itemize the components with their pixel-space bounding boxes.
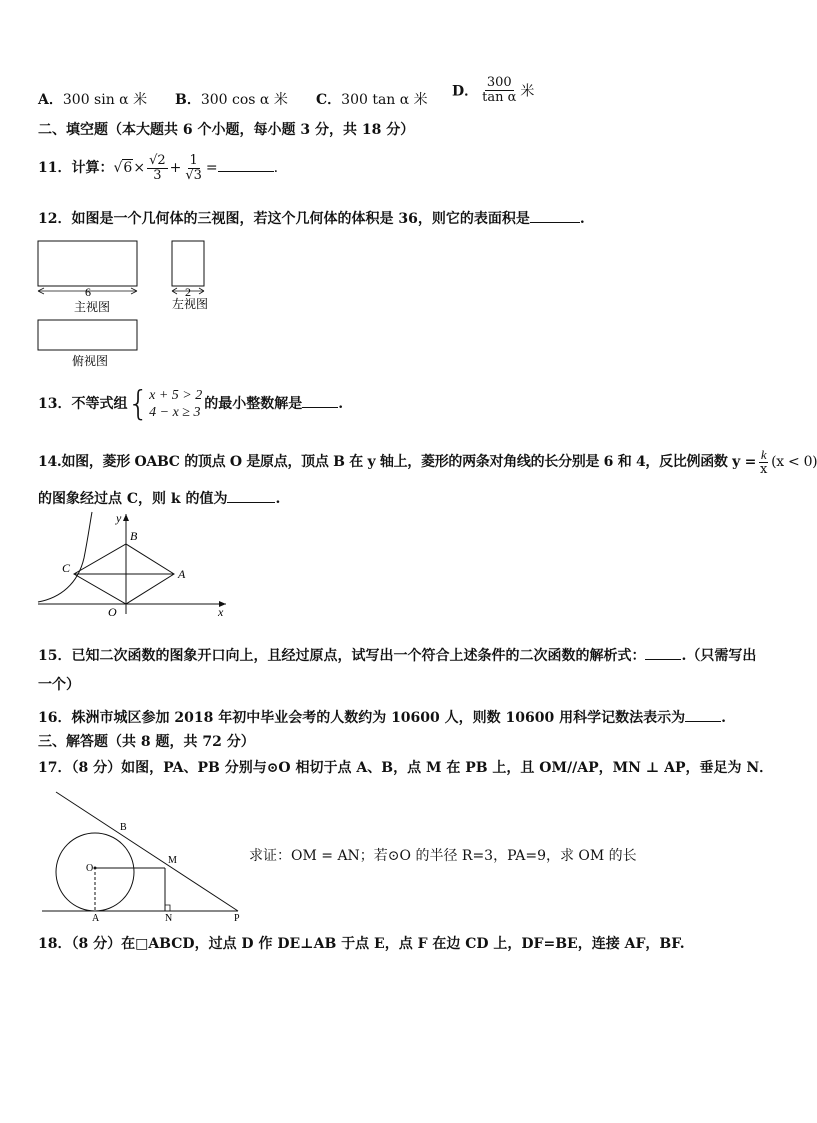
option-d-label: D． bbox=[452, 83, 479, 100]
question-13 bbox=[38, 384, 343, 424]
side-view-dimension: 2 bbox=[185, 285, 191, 299]
option-d-unit: 米 bbox=[520, 83, 535, 100]
point-b-label: B bbox=[120, 822, 127, 833]
q13-lead: 13．不等式组 bbox=[38, 396, 128, 412]
q14-rhombus-figure bbox=[30, 508, 235, 620]
q13-answer-blank[interactable] bbox=[302, 393, 338, 408]
point-b-label: B bbox=[130, 529, 138, 543]
q14-condition: (x < 0) bbox=[771, 454, 817, 470]
option-d-fraction bbox=[480, 76, 518, 105]
question-17: 17．（8 分）如图，PA、PB 分别与⊙O 相切于点 A、B，点 M 在 PB 上，且 OM//AP，MN ⊥ AP，垂足为 N． bbox=[38, 760, 774, 776]
q11-frac2: $\frac{1}{√3}$ bbox=[185, 152, 202, 183]
option-d bbox=[452, 76, 534, 105]
option-d-numerator: 300 bbox=[486, 75, 512, 90]
point-m-label: M bbox=[168, 855, 177, 866]
q14-line1: 14.如图，菱形 OABC 的顶点 O 是原点，顶点 B 在 y 轴上，菱形的两条对角线的长分别是 6 和 4，反比例函数 y = bbox=[38, 454, 757, 470]
right-angle-mark bbox=[165, 905, 170, 911]
question-12 bbox=[38, 208, 585, 228]
top-view-rect bbox=[38, 320, 137, 350]
point-p-label: P bbox=[234, 913, 240, 924]
q11-plus: + bbox=[169, 160, 182, 176]
point-a-label: A bbox=[92, 913, 100, 924]
point-o-label: O bbox=[86, 863, 94, 874]
point-c-label: C bbox=[62, 561, 71, 575]
q16-text: 16．株洲市城区参加 2018 年初中毕业会考的人数约为 10600 人，则数 10600 用科学记数法表示为 bbox=[38, 710, 686, 726]
front-view-rect bbox=[38, 241, 137, 286]
q12-text: 12．如图是一个几何体的三视图，若这个几何体的体积是 36，则它的表面积是 bbox=[38, 211, 530, 227]
x-axis-label: x bbox=[218, 605, 224, 619]
option-a-label: A． bbox=[38, 92, 63, 108]
section3-title: 三、解答题（共 8 题，共 72 分） bbox=[38, 734, 255, 750]
option-b bbox=[175, 89, 288, 109]
section2-title: 二、填空题（本大题共 6 个小题，每小题 3 分，共 18 分） bbox=[38, 122, 415, 138]
q15-answer-blank[interactable] bbox=[645, 645, 681, 660]
option-c-label: C． bbox=[316, 92, 342, 108]
front-view-label: 主视图 bbox=[73, 300, 111, 314]
point-n-label: N bbox=[165, 913, 173, 924]
question-15-line1 bbox=[38, 645, 756, 665]
q16-answer-blank[interactable] bbox=[685, 707, 721, 722]
q17-tangent-figure bbox=[38, 788, 248, 922]
side-view-label: 左视图 bbox=[171, 297, 209, 311]
q12-answer-blank[interactable] bbox=[530, 208, 580, 223]
top-view-label: 俯视图 bbox=[71, 354, 109, 368]
q12-end: . bbox=[579, 211, 585, 227]
y-axis-arrow bbox=[123, 514, 129, 521]
q14-fraction: $\frac{k}{x}$ bbox=[760, 446, 768, 477]
q13-system bbox=[149, 387, 202, 421]
q15-line1-end: .（只需写出 bbox=[681, 648, 757, 664]
q13-brace: { bbox=[127, 384, 150, 424]
question-16 bbox=[38, 707, 726, 727]
q15-line1: 15．已知二次函数的图象开口向上，且经过原点，试写出一个符合上述条件的二次函数的解析式： bbox=[38, 648, 646, 664]
q12-three-views-figure bbox=[30, 236, 230, 368]
tangent-line-pb bbox=[56, 792, 238, 911]
front-view-dimension: 6 bbox=[85, 285, 91, 299]
option-c-text: 300 tan α 米 bbox=[341, 92, 428, 108]
point-o-label: O bbox=[108, 605, 117, 619]
option-a bbox=[38, 89, 147, 109]
option-c bbox=[316, 89, 428, 109]
option-b-label: B． bbox=[175, 92, 201, 108]
y-axis-label: y bbox=[116, 511, 122, 525]
q11-eq: = bbox=[205, 160, 218, 176]
q14-end: . bbox=[275, 491, 281, 507]
hyperbola-curve bbox=[38, 512, 92, 602]
question-15-line2: 一个） bbox=[38, 677, 80, 693]
q13-inequality-1: x + 5 > 2 bbox=[149, 388, 203, 403]
q17-prove-text: 求证：OM = AN；若⊙O 的半径 R=3，PA=9，求 OM 的长 bbox=[249, 848, 637, 864]
q13-inequality-2: 4 − x ≥ 3 bbox=[149, 405, 201, 420]
option-b-text: 300 cos α 米 bbox=[200, 92, 288, 108]
q11-answer-blank[interactable] bbox=[218, 157, 274, 172]
question-11 bbox=[38, 150, 278, 186]
question-18: 18．（8 分）在□ABCD，过点 D 作 DE⊥AB 于点 E，点 F 在边 CD 上，DF=BE，连接 AF，BF. bbox=[38, 936, 685, 952]
q11-frac1: $\frac{√2}{3}$ bbox=[149, 152, 166, 183]
option-a-text: 300 sin α 米 bbox=[62, 92, 148, 108]
q13-tail: 的最小整数解是 bbox=[204, 396, 303, 412]
question-14-line1 bbox=[38, 445, 817, 479]
q14-line2: 的图象经过点 C，则 k 的值为 bbox=[38, 491, 228, 507]
point-a-label: A bbox=[178, 567, 186, 581]
question-14-line2 bbox=[38, 488, 280, 508]
q11-end: . bbox=[273, 160, 279, 176]
q13-end: . bbox=[338, 396, 344, 412]
q11-sqrt6: √6 bbox=[113, 160, 133, 176]
q11-lead: 11．计算： bbox=[38, 160, 114, 176]
q16-end: . bbox=[721, 710, 726, 726]
side-view-rect bbox=[172, 241, 204, 286]
center-point-o bbox=[94, 867, 97, 870]
q11-times: × bbox=[133, 160, 146, 176]
option-d-denominator: tan α bbox=[482, 90, 517, 105]
q14-answer-blank[interactable] bbox=[227, 488, 275, 503]
